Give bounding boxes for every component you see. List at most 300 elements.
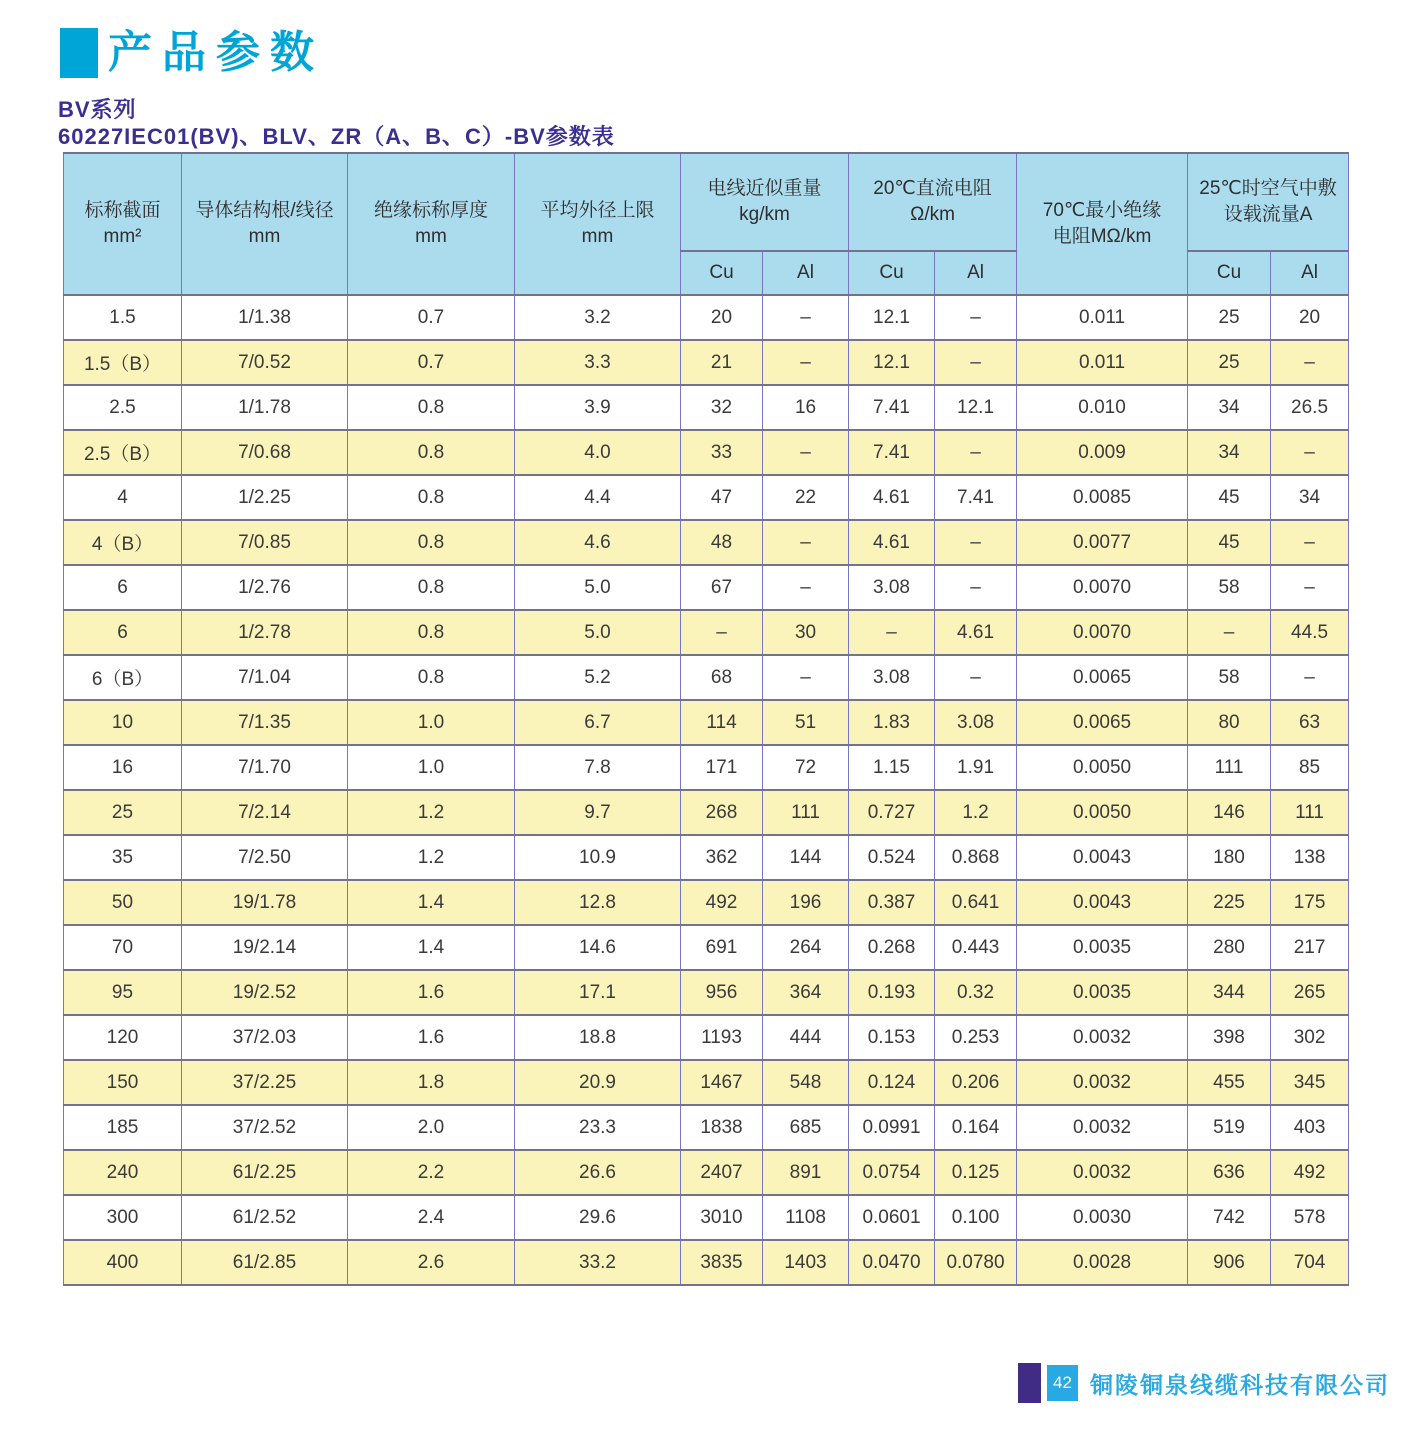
cell: 7.41 [849, 430, 935, 475]
cell: 1/1.78 [182, 385, 348, 430]
cell: 0.8 [348, 520, 515, 565]
cell: 0.193 [849, 970, 935, 1015]
cell: 0.164 [935, 1105, 1017, 1150]
header-label: 25℃时空气中敷 [1199, 178, 1337, 200]
cell: 3.2 [515, 295, 681, 340]
cell: 3.08 [849, 655, 935, 700]
cell: 51 [763, 700, 849, 745]
cell: 2.5 [64, 385, 182, 430]
cell: 0.8 [348, 430, 515, 475]
cell: 0.641 [935, 880, 1017, 925]
cell: 7/0.52 [182, 340, 348, 385]
col-header-outer-diameter [515, 153, 681, 295]
col-header-conductor-structure [182, 153, 348, 295]
cell: 0.7 [348, 340, 515, 385]
cell: 18.8 [515, 1015, 681, 1060]
cell: – [763, 430, 849, 475]
cell: 4.6 [515, 520, 681, 565]
cell: 0.153 [849, 1015, 935, 1060]
table-row [64, 385, 1349, 430]
cell: 0.268 [849, 925, 935, 970]
cell: 0.7 [348, 295, 515, 340]
cell: 4.61 [849, 520, 935, 565]
cell: 398 [1188, 1015, 1271, 1060]
cell: 1.6 [348, 1015, 515, 1060]
cell: 33.2 [515, 1240, 681, 1285]
table-row [64, 610, 1349, 655]
cell: 20.9 [515, 1060, 681, 1105]
cell: 1403 [763, 1240, 849, 1285]
cell: – [935, 340, 1017, 385]
cell: 3835 [681, 1240, 763, 1285]
cell: 1467 [681, 1060, 763, 1105]
cell: 7/2.14 [182, 790, 348, 835]
cell: 37/2.25 [182, 1060, 348, 1105]
cell: 37/2.03 [182, 1015, 348, 1060]
cell: 6 [64, 565, 182, 610]
cell: 742 [1188, 1195, 1271, 1240]
header-unit: mm [248, 226, 281, 247]
cell: 4.4 [515, 475, 681, 520]
cell: 120 [64, 1015, 182, 1060]
cell: 0.0032 [1017, 1150, 1188, 1195]
table-row [64, 925, 1349, 970]
cell: 0.0035 [1017, 970, 1188, 1015]
cell: 1.5 [64, 295, 182, 340]
cell: 956 [681, 970, 763, 1015]
cell: 61/2.52 [182, 1195, 348, 1240]
cell: 144 [763, 835, 849, 880]
cell: 0.253 [935, 1015, 1017, 1060]
cell: 4.61 [935, 610, 1017, 655]
table-row [64, 1060, 1349, 1105]
cell: 240 [64, 1150, 182, 1195]
cell: 95 [64, 970, 182, 1015]
cell: 3.08 [849, 565, 935, 610]
cell: 111 [763, 790, 849, 835]
cell: 1.83 [849, 700, 935, 745]
subheader-resistance-al: Al [935, 251, 1017, 295]
cell: 0.010 [1017, 385, 1188, 430]
cell: 300 [64, 1195, 182, 1240]
page-footer [1018, 1363, 1390, 1403]
cell: – [935, 565, 1017, 610]
cell: – [763, 565, 849, 610]
cell: 17.1 [515, 970, 681, 1015]
cell: 4.0 [515, 430, 681, 475]
subheader-weight-al: Al [763, 251, 849, 295]
table-row [64, 475, 1349, 520]
col-header-nominal-section [64, 153, 182, 295]
cell: 685 [763, 1105, 849, 1150]
cell: 1.5（B） [64, 340, 182, 385]
cell: 4 [64, 475, 182, 520]
cell: 0.0043 [1017, 835, 1188, 880]
cell: 280 [1188, 925, 1271, 970]
cell: 2.5（B） [64, 430, 182, 475]
cell: 7.41 [849, 385, 935, 430]
cell: 146 [1188, 790, 1271, 835]
cell: 3010 [681, 1195, 763, 1240]
col-header-insulation-resistance [1017, 153, 1188, 295]
cell: 68 [681, 655, 763, 700]
cell: 0.0077 [1017, 520, 1188, 565]
cell: 0.443 [935, 925, 1017, 970]
cell: 72 [763, 745, 849, 790]
cell: 5.2 [515, 655, 681, 700]
cell: 0.0065 [1017, 655, 1188, 700]
cell: 0.868 [935, 835, 1017, 880]
cell: 1.2 [348, 835, 515, 880]
cell: 45 [1188, 475, 1271, 520]
cell: 578 [1271, 1195, 1349, 1240]
cell: 20 [1271, 295, 1349, 340]
cell: 63 [1271, 700, 1349, 745]
cell: 1.91 [935, 745, 1017, 790]
cell: 23.3 [515, 1105, 681, 1150]
col-header-current-capacity [1188, 153, 1349, 251]
cell: 0.8 [348, 475, 515, 520]
cell: 0.0032 [1017, 1105, 1188, 1150]
table-row [64, 430, 1349, 475]
cell: 150 [64, 1060, 182, 1105]
col-header-approx-weight [681, 153, 849, 251]
table-body [64, 295, 1349, 1285]
cell: 265 [1271, 970, 1349, 1015]
cell: 1193 [681, 1015, 763, 1060]
cell: 704 [1271, 1240, 1349, 1285]
cell: 0.011 [1017, 340, 1188, 385]
table-row [64, 1105, 1349, 1150]
cell: – [1271, 565, 1349, 610]
cell: 548 [763, 1060, 849, 1105]
cell: 0.387 [849, 880, 935, 925]
table-row [64, 1015, 1349, 1060]
cell: 50 [64, 880, 182, 925]
cell: 10.9 [515, 835, 681, 880]
cell: 180 [1188, 835, 1271, 880]
cell: 0.524 [849, 835, 935, 880]
cell: 3.9 [515, 385, 681, 430]
cell: 16 [64, 745, 182, 790]
header-label: 电线近似重量 [707, 178, 822, 200]
table-row [64, 1240, 1349, 1285]
cell: 34 [1271, 475, 1349, 520]
cell: 19/2.14 [182, 925, 348, 970]
cell: 0.009 [1017, 430, 1188, 475]
header-unit: mm [415, 226, 447, 247]
cell: – [935, 520, 1017, 565]
cell: 0.0032 [1017, 1015, 1188, 1060]
header-label: 70℃最小绝缘 [1042, 200, 1162, 222]
cell: 0.100 [935, 1195, 1017, 1240]
cell: 3.08 [935, 700, 1017, 745]
cell: 0.8 [348, 385, 515, 430]
cell: – [935, 655, 1017, 700]
cell: – [763, 520, 849, 565]
cell: 6（B） [64, 655, 182, 700]
cell: 891 [763, 1150, 849, 1195]
page-number-badge: 42 [1047, 1365, 1078, 1401]
cell: 16 [763, 385, 849, 430]
cell: 345 [1271, 1060, 1349, 1105]
cell: 4.61 [849, 475, 935, 520]
table-row [64, 520, 1349, 565]
cell: 14.6 [515, 925, 681, 970]
cell: 362 [681, 835, 763, 880]
cell: 0.0070 [1017, 610, 1188, 655]
table-row [64, 295, 1349, 340]
cell: 2.2 [348, 1150, 515, 1195]
cell: 302 [1271, 1015, 1349, 1060]
cell: 1108 [763, 1195, 849, 1240]
title-accent-square [60, 28, 98, 78]
cell: 906 [1188, 1240, 1271, 1285]
cell: 0.32 [935, 970, 1017, 1015]
cell: 138 [1271, 835, 1349, 880]
cell: 0.0601 [849, 1195, 935, 1240]
cell: 7/1.04 [182, 655, 348, 700]
cell: 5.0 [515, 610, 681, 655]
table-row [64, 655, 1349, 700]
cell: 7/0.68 [182, 430, 348, 475]
col-header-insulation-thickness [348, 153, 515, 295]
cell: 1838 [681, 1105, 763, 1150]
cell: 691 [681, 925, 763, 970]
cell: 21 [681, 340, 763, 385]
cell: 7.8 [515, 745, 681, 790]
header-unit: 设载流量A [1223, 204, 1313, 225]
cell: 61/2.85 [182, 1240, 348, 1285]
subheader-capacity-al: Al [1271, 251, 1349, 295]
cell: 0.0070 [1017, 565, 1188, 610]
cell: 33 [681, 430, 763, 475]
company-name: 铜陵铜泉线缆科技有限公司 [1090, 1371, 1390, 1398]
subheader-weight-cu: Cu [681, 251, 763, 295]
cell: 2407 [681, 1150, 763, 1195]
cell: 12.8 [515, 880, 681, 925]
cell: 32 [681, 385, 763, 430]
cell: 1/2.78 [182, 610, 348, 655]
cell: 171 [681, 745, 763, 790]
cell: 0.8 [348, 565, 515, 610]
cell: 34 [1188, 430, 1271, 475]
header-unit: mm² [103, 226, 142, 247]
cell: 80 [1188, 700, 1271, 745]
cell: – [1271, 340, 1349, 385]
header-unit: kg/km [739, 204, 790, 225]
cell: 344 [1188, 970, 1271, 1015]
cell: 12.1 [849, 340, 935, 385]
cell: – [1188, 610, 1271, 655]
cell: 29.6 [515, 1195, 681, 1240]
subheader-resistance-cu: Cu [849, 251, 935, 295]
cell: 455 [1188, 1060, 1271, 1105]
col-header-dc-resistance [849, 153, 1017, 251]
cell: 30 [763, 610, 849, 655]
cell: 44.5 [1271, 610, 1349, 655]
cell: 7/1.35 [182, 700, 348, 745]
cell: 34 [1188, 385, 1271, 430]
cell: – [849, 610, 935, 655]
table-row [64, 565, 1349, 610]
cell: 12.1 [849, 295, 935, 340]
cell: 1.2 [935, 790, 1017, 835]
cell: 85 [1271, 745, 1349, 790]
cell: 1.2 [348, 790, 515, 835]
cell: 25 [64, 790, 182, 835]
cell: 67 [681, 565, 763, 610]
cell: 58 [1188, 565, 1271, 610]
cell: 1.4 [348, 880, 515, 925]
cell: – [763, 295, 849, 340]
cell: 61/2.25 [182, 1150, 348, 1195]
cell: 2.0 [348, 1105, 515, 1150]
cell: 0.0028 [1017, 1240, 1188, 1285]
table-row [64, 1195, 1349, 1240]
cell: 0.0030 [1017, 1195, 1188, 1240]
cell: 2.6 [348, 1240, 515, 1285]
cell: 9.7 [515, 790, 681, 835]
cell: 1.4 [348, 925, 515, 970]
table-subtitle: 60227IEC01(BV)、BLV、ZR（A、B、C）-BV参数表 [58, 124, 615, 149]
cell: 0.0050 [1017, 745, 1188, 790]
cell: 0.727 [849, 790, 935, 835]
cell: 26.6 [515, 1150, 681, 1195]
cell: 19/1.78 [182, 880, 348, 925]
table-header-row [64, 153, 1349, 251]
cell: – [1271, 655, 1349, 700]
header-label: 20℃直流电阻 [873, 178, 992, 200]
header-label: 平均外径上限 [540, 200, 655, 222]
table-row [64, 790, 1349, 835]
cell: 0.0065 [1017, 700, 1188, 745]
cell: – [935, 430, 1017, 475]
cell: 0.8 [348, 655, 515, 700]
cell: 0.0035 [1017, 925, 1188, 970]
table-row [64, 835, 1349, 880]
cell: 264 [763, 925, 849, 970]
cell: 0.0470 [849, 1240, 935, 1285]
cell: 47 [681, 475, 763, 520]
cell: 45 [1188, 520, 1271, 565]
cell: 2.4 [348, 1195, 515, 1240]
cell: – [1271, 520, 1349, 565]
cell: 25 [1188, 295, 1271, 340]
cell: 48 [681, 520, 763, 565]
cell: – [763, 655, 849, 700]
subheader-capacity-cu: Cu [1188, 251, 1271, 295]
cell: 37/2.52 [182, 1105, 348, 1150]
cell: 10 [64, 700, 182, 745]
cell: 7.41 [935, 475, 1017, 520]
cell: 400 [64, 1240, 182, 1285]
table-row [64, 970, 1349, 1015]
table-row [64, 340, 1349, 385]
cell: – [763, 340, 849, 385]
table-row [64, 700, 1349, 745]
cell: 5.0 [515, 565, 681, 610]
header-unit: mm [581, 226, 614, 247]
cell: 35 [64, 835, 182, 880]
cell: 0.011 [1017, 295, 1188, 340]
cell: – [935, 295, 1017, 340]
footer-purple-square [1018, 1363, 1041, 1403]
cell: 0.0043 [1017, 880, 1188, 925]
cell: 22 [763, 475, 849, 520]
cell: 3.3 [515, 340, 681, 385]
cell: 7/2.50 [182, 835, 348, 880]
cell: 1/2.76 [182, 565, 348, 610]
cell: 519 [1188, 1105, 1271, 1150]
cell: 1/1.38 [182, 295, 348, 340]
cell: 1/2.25 [182, 475, 348, 520]
cell: 0.0991 [849, 1105, 935, 1150]
header-label: 绝缘标称厚度 [373, 200, 488, 222]
cell: 225 [1188, 880, 1271, 925]
cell: 1.0 [348, 700, 515, 745]
cell: 364 [763, 970, 849, 1015]
cell: 1.6 [348, 970, 515, 1015]
cell: 6.7 [515, 700, 681, 745]
spec-table [63, 152, 1349, 1286]
header-unit: Ω/km [910, 204, 955, 225]
cell: 0.0780 [935, 1240, 1017, 1285]
cell: 403 [1271, 1105, 1349, 1150]
cell: 0.0085 [1017, 475, 1188, 520]
cell: 196 [763, 880, 849, 925]
cell: 0.8 [348, 610, 515, 655]
cell: 6 [64, 610, 182, 655]
page-title: 产品参数 [108, 28, 324, 77]
table-row [64, 880, 1349, 925]
cell: 492 [681, 880, 763, 925]
cell: 19/2.52 [182, 970, 348, 1015]
cell: 0.206 [935, 1060, 1017, 1105]
table-row [64, 745, 1349, 790]
header-label: 标称截面 [84, 200, 161, 222]
cell: 0.125 [935, 1150, 1017, 1195]
cell: 114 [681, 700, 763, 745]
cell: 70 [64, 925, 182, 970]
cell: 111 [1188, 745, 1271, 790]
cell: 20 [681, 295, 763, 340]
cell: – [1271, 430, 1349, 475]
cell: 25 [1188, 340, 1271, 385]
cell: 1.15 [849, 745, 935, 790]
cell: 0.0032 [1017, 1060, 1188, 1105]
page-title-block [60, 28, 324, 78]
cell: 268 [681, 790, 763, 835]
table-row [64, 1150, 1349, 1195]
cell: 0.124 [849, 1060, 935, 1105]
cell: 1.8 [348, 1060, 515, 1105]
cell: 7/1.70 [182, 745, 348, 790]
cell: 12.1 [935, 385, 1017, 430]
cell: 492 [1271, 1150, 1349, 1195]
cell: 7/0.85 [182, 520, 348, 565]
series-label: BV系列 [58, 97, 137, 122]
cell: 0.0754 [849, 1150, 935, 1195]
cell: 4（B） [64, 520, 182, 565]
cell: 444 [763, 1015, 849, 1060]
cell: 185 [64, 1105, 182, 1150]
cell: 111 [1271, 790, 1349, 835]
cell: 26.5 [1271, 385, 1349, 430]
header-unit: 电阻MΩ/km [1052, 226, 1152, 247]
cell: 636 [1188, 1150, 1271, 1195]
cell: 58 [1188, 655, 1271, 700]
